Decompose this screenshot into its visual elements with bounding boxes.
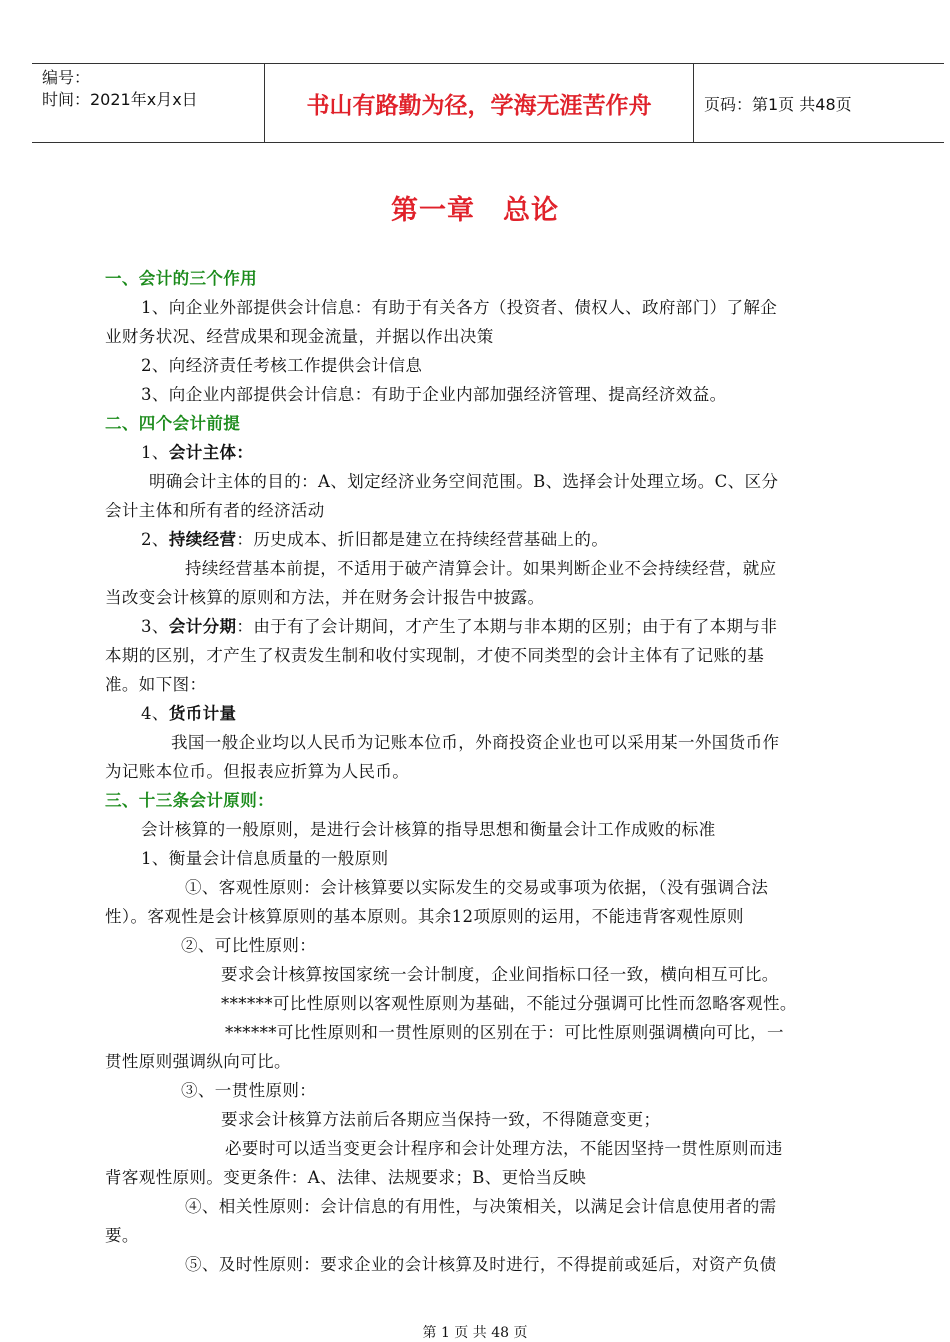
document-number-label: 编号：: [42, 68, 91, 87]
paragraph: 1、衡量会计信息质量的一般原则: [141, 849, 389, 868]
principle-relevance: ④、相关性原则：会计信息的有用性，与决策相关，以满足会计信息使用者的需: [185, 1197, 777, 1216]
paragraph: 必要时可以适当变更会计程序和会计处理方法，不能因坚持一贯性原则而违: [225, 1139, 783, 1158]
page-header: [32, 63, 944, 143]
paragraph: 要求会计核算按国家统一会计制度，企业间指标口径一致，横向相互可比。: [221, 965, 779, 984]
paragraph: 业财务状况、经营成果和现金流量，并据以作出决策: [105, 327, 494, 346]
term-line: [105, 612, 875, 641]
paragraph: 性）。客观性是会计核算原则的基本原则。其余12项原则的运用，不能违背客观性原则: [105, 907, 744, 926]
term-colon: ：: [236, 443, 254, 462]
paragraph: 贯性原则强调纵向可比。: [105, 1052, 291, 1071]
term-line: [105, 525, 875, 554]
item-number: 2、: [141, 530, 169, 549]
paragraph: 当改变会计核算的原则和方法，并在财务会计报告中披露。: [105, 588, 545, 607]
paragraph: 要求会计核算方法前后各期应当保持一致，不得随意变更；: [221, 1110, 661, 1129]
item-number: 3、: [141, 617, 169, 636]
document-body: [105, 264, 875, 1279]
term: 持续经营: [168, 530, 237, 549]
page-footer: 第 1 页 共 48 页: [422, 1325, 528, 1341]
paragraph: 准。如下图：: [105, 675, 207, 694]
paragraph: 明确会计主体的目的：A、划定经济业务空间范围。B、选择会计处理立场。C、区分: [149, 472, 779, 491]
term: 货币计量: [168, 704, 237, 723]
paragraph: 3、向企业内部提供会计信息：有助于企业内部加强经济管理、提高经济效益。: [141, 385, 727, 404]
paragraph: 持续经营基本前提，不适用于破产清算会计。如果判断企业不会持续经营，就应: [185, 559, 777, 578]
chapter-title: 第一章 总论: [391, 195, 559, 226]
paragraph: ******可比性原则和一贯性原则的区别在于：可比性原则强调横向可比，一: [225, 1023, 784, 1042]
section-heading: 一、会计的三个作用: [105, 269, 258, 288]
section-heading: 二、四个会计前提: [105, 414, 241, 433]
term: 会计主体: [168, 443, 237, 462]
paragraph: 背客观性原则。变更条件：A、法律、法规要求；B、更恰当反映: [105, 1168, 587, 1187]
term: 会计分期: [168, 617, 237, 636]
header-meta: [32, 64, 265, 142]
section-heading: 三、十三条会计原则：: [105, 791, 274, 810]
term-line: [105, 438, 875, 467]
term-text: ：由于有了会计期间，才产生了本期与非本期的区别；由于有了本期与非: [236, 617, 778, 636]
paragraph: 本期的区别，才产生了权责发生制和收付实现制，才使不同类型的会计主体有了记账的基: [105, 646, 765, 665]
paragraph: 1、向企业外部提供会计信息：有助于有关各方（投资者、债权人、政府部门）了解企: [141, 298, 778, 317]
item-number: 4、: [141, 704, 169, 723]
term-line: [105, 699, 875, 728]
paragraph: 为记账本位币。但报表应折算为人民币。: [105, 762, 410, 781]
paragraph: 我国一般企业均以人民币为记账本位币，外商投资企业也可以采用某一外国货币作: [171, 733, 780, 752]
document-date: 时间：2021年x月x日: [42, 90, 198, 109]
principle-consistency: ③、一贯性原则：: [181, 1081, 317, 1100]
paragraph: ******可比性原则以客观性原则为基础，不能过分强调可比性而忽略客观性。: [221, 994, 797, 1013]
principle-objectivity: ①、客观性原则：会计核算要以实际发生的交易或事项为依据，（没有强调合法: [185, 878, 769, 897]
principle-comparability: ②、可比性原则：: [181, 936, 317, 955]
header-page-info: 页码：第1页 共48页: [704, 94, 852, 114]
principle-timeliness: ⑤、及时性原则：要求企业的会计核算及时进行，不得提前或延后，对资产负债: [185, 1255, 777, 1274]
paragraph: 要。: [105, 1226, 139, 1245]
paragraph: 2、向经济责任考核工作提供会计信息: [141, 356, 423, 375]
paragraph: 会计核算的一般原则，是进行会计核算的指导思想和衡量会计工作成败的标准: [141, 820, 716, 839]
header-motto: 书山有路勤为径，学海无涯苦作舟: [265, 64, 694, 142]
item-number: 1、: [141, 443, 169, 462]
paragraph: 会计主体和所有者的经济活动: [105, 501, 325, 520]
term-text: ：历史成本、折旧都是建立在持续经营基础上的。: [236, 530, 609, 549]
